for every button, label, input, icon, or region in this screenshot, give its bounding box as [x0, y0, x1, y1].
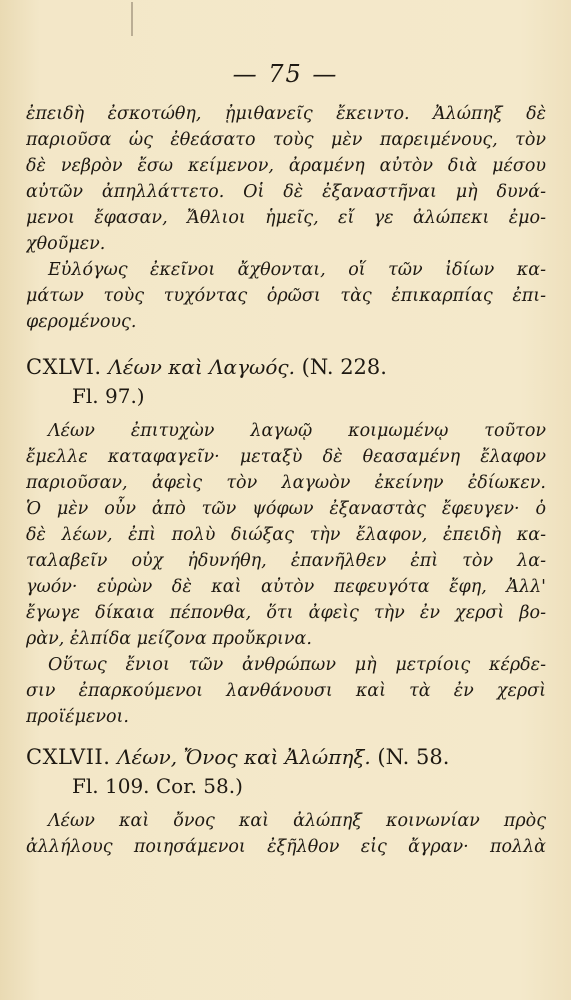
text-line: ἔγωγε δίκαια πέπονθα, ὅτι ἀφεὶς τὴν ἐν χερσὶ βο-	[26, 603, 546, 623]
page-edge-mark	[131, 2, 133, 36]
moral-line: σιν ἐπαρκούμενοι λανθάνουσι καὶ τὰ ἐν χερσὶ	[26, 681, 546, 701]
text-line: παριοῦσα ὡς ἐθεάσατο τοὺς μὲν παρειμένους, τὸν	[26, 130, 546, 150]
text-line: δὲ λέων, ἐπὶ πολὺ διώξας τὴν ἔλαφον, ἐπειδὴ κα-	[26, 525, 546, 545]
text-line: δὲ νεβρὸν ἔσω κείμενον, ἀραμένη αὐτὸν διὰ μέσου	[26, 156, 546, 176]
fable-reference-continued: Fl. 109. Cor. 58.)	[72, 774, 243, 798]
fable-number: CXLVII.	[26, 745, 111, 769]
fable-number: CXLVI.	[26, 355, 102, 379]
text-line: αὐτῶν ἀπηλλάττετο. Οἱ δὲ ἐξαναστῆναι μὴ δυνά-	[26, 182, 546, 202]
fable-146-text	[26, 418, 546, 730]
moral-line: φερομένους.	[26, 312, 137, 332]
text-line: γωόν· εὑρὼν δὲ καὶ αὐτὸν πεφευγότα ἔφη, Ἀλλ'	[26, 577, 546, 597]
text-line: ἀλλήλους ποιησάμενοι ἐξῆλθον εἰς ἄγραν· πολλὰ	[26, 837, 546, 857]
fable-reference: (N. 58.	[377, 745, 450, 769]
text-line: Ὁ μὲν οὖν ἀπὸ τῶν ψόφων ἐξαναστὰς ἔφευγεν· ὁ	[26, 499, 546, 519]
moral-line: μάτων τοὺς τυχόντας ὁρῶσι τὰς ἐπικαρπίας ἐπι-	[26, 286, 546, 306]
moral-line: Εὐλόγως ἐκεῖνοι ἄχθονται, οἵ τῶν ἰδίων κα-	[48, 260, 546, 280]
text-line: ἐπειδὴ ἐσκοτώθη, ᾐμιθανεῖς ἔκειντο. Ἀλώπηξ δὲ	[26, 104, 546, 124]
fable-continuation-text	[26, 101, 546, 335]
fable-reference: (N. 228.	[301, 355, 387, 379]
text-line: μενοι ἔφασαν, Ἄθλιοι ἡμεῖς, εἴ γε ἀλώπεκι ἐμο-	[26, 208, 546, 228]
fable-147-text	[26, 808, 546, 860]
text-line: ρὰν, ἐλπίδα μείζονα προὔκρινα.	[26, 629, 312, 649]
text-line: παριοῦσαν, ἀφεὶς τὸν λαγωὸν ἐκείνην ἐδίωκεν.	[26, 473, 546, 493]
text-line: Λέων καὶ ὄνος καὶ ἀλώπηξ κοινωνίαν πρὸς	[48, 811, 546, 831]
text-line: ἔμελλε καταφαγεῖν· μεταξὺ δὲ θεασαμένη ἔλαφον	[26, 447, 546, 467]
moral-line: προϊέμενοι.	[26, 707, 129, 727]
fable-reference-continued: Fl. 97.)	[72, 384, 145, 408]
fable-title: Λέων, Ὄνος καὶ Ἀλώπηξ.	[117, 745, 371, 769]
text-line: Λέων ἐπιτυχὼν λαγωῷ κοιμωμένῳ τοῦτον	[48, 421, 546, 441]
page-number: — 75 —	[232, 60, 339, 88]
text-line: ταλαβεῖν οὐχ ἠδυνήθη, ἐπανῆλθεν ἐπὶ τὸν λα-	[26, 551, 546, 571]
moral-line: Οὕτως ἔνιοι τῶν ἀνθρώπων μὴ μετρίοις κέρδε-	[48, 655, 546, 675]
fable-146-heading	[26, 352, 546, 410]
text-line: χθοῦμεν.	[26, 234, 106, 254]
fable-title: Λέων καὶ Λαγωός.	[108, 355, 295, 379]
fable-147-heading	[26, 742, 546, 800]
